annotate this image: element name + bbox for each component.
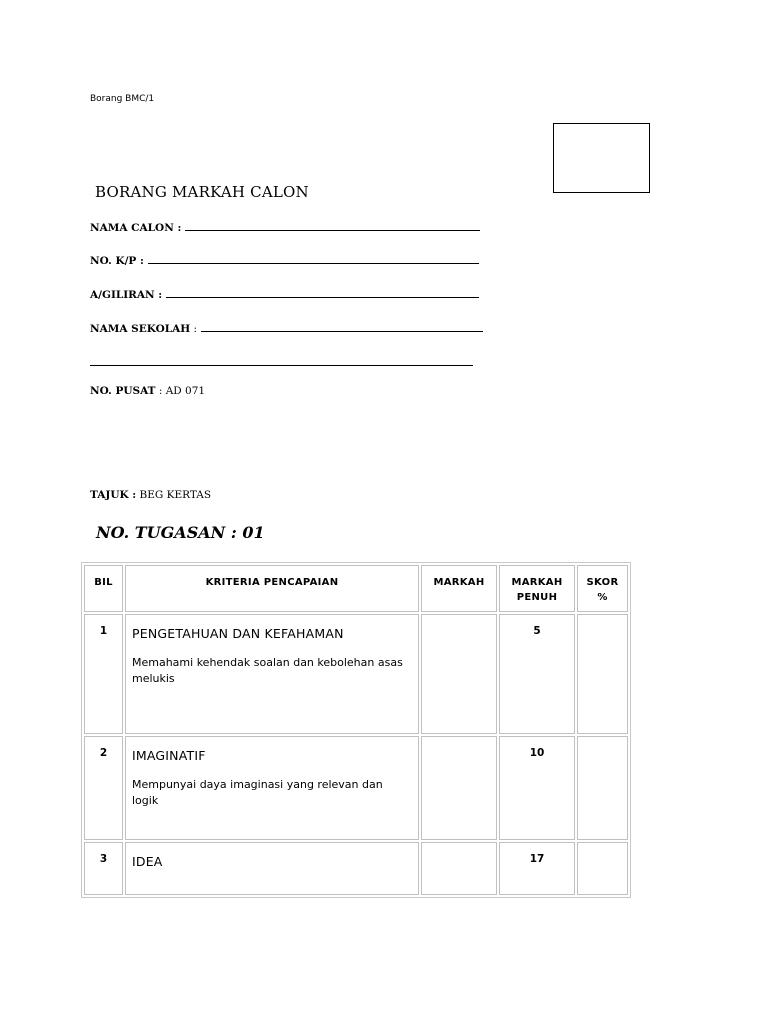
row-skor-cell[interactable] bbox=[577, 842, 628, 895]
criteria-title: PENGETAHUAN DAN KEFAHAMAN bbox=[132, 626, 344, 641]
marks-table bbox=[81, 562, 631, 898]
header-markah-penuh-line1: MARKAH bbox=[511, 577, 563, 588]
row-markah-penuh: 5 bbox=[499, 614, 575, 734]
tajuk-field bbox=[90, 489, 211, 501]
tugasan-heading: NO. TUGASAN : 01 bbox=[96, 523, 265, 542]
table-row bbox=[84, 842, 628, 895]
nama-sekolah-sep: : bbox=[193, 323, 198, 335]
nama-sekolah-line[interactable] bbox=[201, 320, 483, 332]
photo-box bbox=[553, 123, 650, 193]
row-markah-cell[interactable] bbox=[421, 736, 497, 840]
table-row bbox=[84, 614, 628, 734]
criteria-title: IDEA bbox=[132, 854, 163, 869]
nama-sekolah-label: NAMA SEKOLAH bbox=[90, 323, 191, 335]
no-pusat-field bbox=[90, 385, 205, 397]
nama-calon-line[interactable] bbox=[185, 219, 480, 231]
no-kp-field[interactable] bbox=[90, 252, 479, 267]
header-markah-penuh bbox=[499, 565, 575, 612]
row-kriteria bbox=[125, 842, 419, 895]
row-skor-cell[interactable] bbox=[577, 614, 628, 734]
header-skor-line2: % bbox=[597, 592, 608, 603]
table-row bbox=[84, 736, 628, 840]
header-markah-penuh-line2: PENUH bbox=[516, 592, 558, 603]
row-markah-cell[interactable] bbox=[421, 842, 497, 895]
header-bil: BIL bbox=[84, 565, 123, 612]
row-kriteria bbox=[125, 736, 419, 840]
form-title: BORANG MARKAH CALON bbox=[95, 183, 309, 201]
no-pusat-value: : AD 071 bbox=[158, 385, 206, 397]
criteria-title: IMAGINATIF bbox=[132, 748, 206, 763]
tajuk-value: BEG KERTAS bbox=[139, 489, 212, 501]
header-skor bbox=[577, 565, 628, 612]
header-kriteria: KRITERIA PENCAPAIAN bbox=[125, 565, 419, 612]
no-kp-label: NO. K/P : bbox=[90, 255, 144, 267]
nama-sekolah-field[interactable] bbox=[90, 320, 483, 335]
no-pusat-label: NO. PUSAT bbox=[90, 385, 156, 397]
table-header-row bbox=[84, 565, 628, 612]
criteria-description: Mempunyai daya imaginasi yang relevan dan logik bbox=[132, 778, 383, 807]
row-bil: 1 bbox=[84, 614, 123, 734]
no-kp-line[interactable] bbox=[148, 252, 479, 264]
tajuk-label: TAJUK : bbox=[90, 489, 137, 501]
row-bil: 3 bbox=[84, 842, 123, 895]
a-giliran-field[interactable] bbox=[90, 286, 479, 301]
row-skor-cell[interactable] bbox=[577, 736, 628, 840]
criteria-description: Memahami kehendak soalan dan kebolehan asas melukis bbox=[132, 656, 403, 685]
row-markah-cell[interactable] bbox=[421, 614, 497, 734]
row-bil: 2 bbox=[84, 736, 123, 840]
nama-sekolah-line-2[interactable] bbox=[90, 365, 473, 366]
row-kriteria bbox=[125, 614, 419, 734]
header-skor-line1: SKOR bbox=[586, 577, 619, 588]
header-markah: MARKAH bbox=[421, 565, 497, 612]
row-markah-penuh: 10 bbox=[499, 736, 575, 840]
form-code: Borang BMC/1 bbox=[90, 94, 155, 104]
nama-calon-field[interactable] bbox=[90, 219, 480, 234]
a-giliran-label: A/GILIRAN : bbox=[90, 289, 163, 301]
nama-calon-label: NAMA CALON : bbox=[90, 222, 182, 234]
row-markah-penuh: 17 bbox=[499, 842, 575, 895]
a-giliran-line[interactable] bbox=[166, 286, 479, 298]
